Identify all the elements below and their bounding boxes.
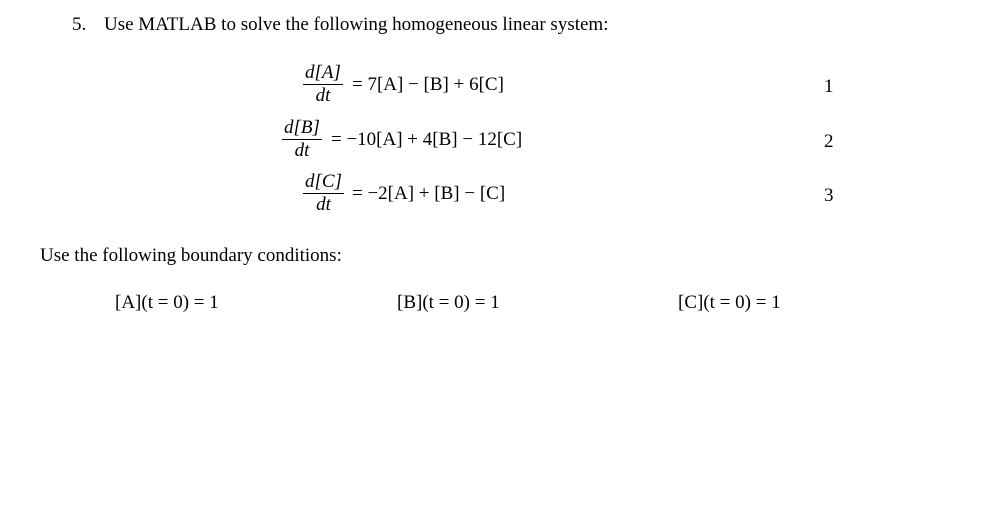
equation-1-rhs: = 7[A] − [B] + 6[C] [352,74,504,95]
equation-2-numerator: d[B] [284,117,320,138]
boundary-condition-a: [A](t = 0) = 1 [115,292,219,313]
equation-1-numerator: d[A] [305,62,341,83]
equation-3-numerator: d[C] [305,171,342,192]
equation-3-denominator: dt [316,194,331,215]
equation-2-label: 2 [824,131,834,152]
equation-2-denominator: dt [294,140,310,161]
question-number: 5. [72,14,87,35]
boundary-conditions-intro: Use the following boundary conditions: [40,245,342,266]
boundary-condition-b: [B](t = 0) = 1 [397,292,500,313]
equation-2-fraction [282,117,322,162]
equation-1-denominator: dt [315,85,331,106]
question-text: Use MATLAB to solve the following homogeneous linear system: [104,14,609,35]
equation-3-fraction [303,171,344,216]
equation-1-label: 1 [824,76,834,97]
equation-3-label: 3 [824,185,834,206]
equation-2-rhs: = −10[A] + 4[B] − 12[C] [331,129,523,150]
equation-1-fraction [303,62,343,107]
equation-3-rhs: = −2[A] + [B] − [C] [352,183,506,204]
boundary-condition-c: [C](t = 0) = 1 [678,292,781,313]
